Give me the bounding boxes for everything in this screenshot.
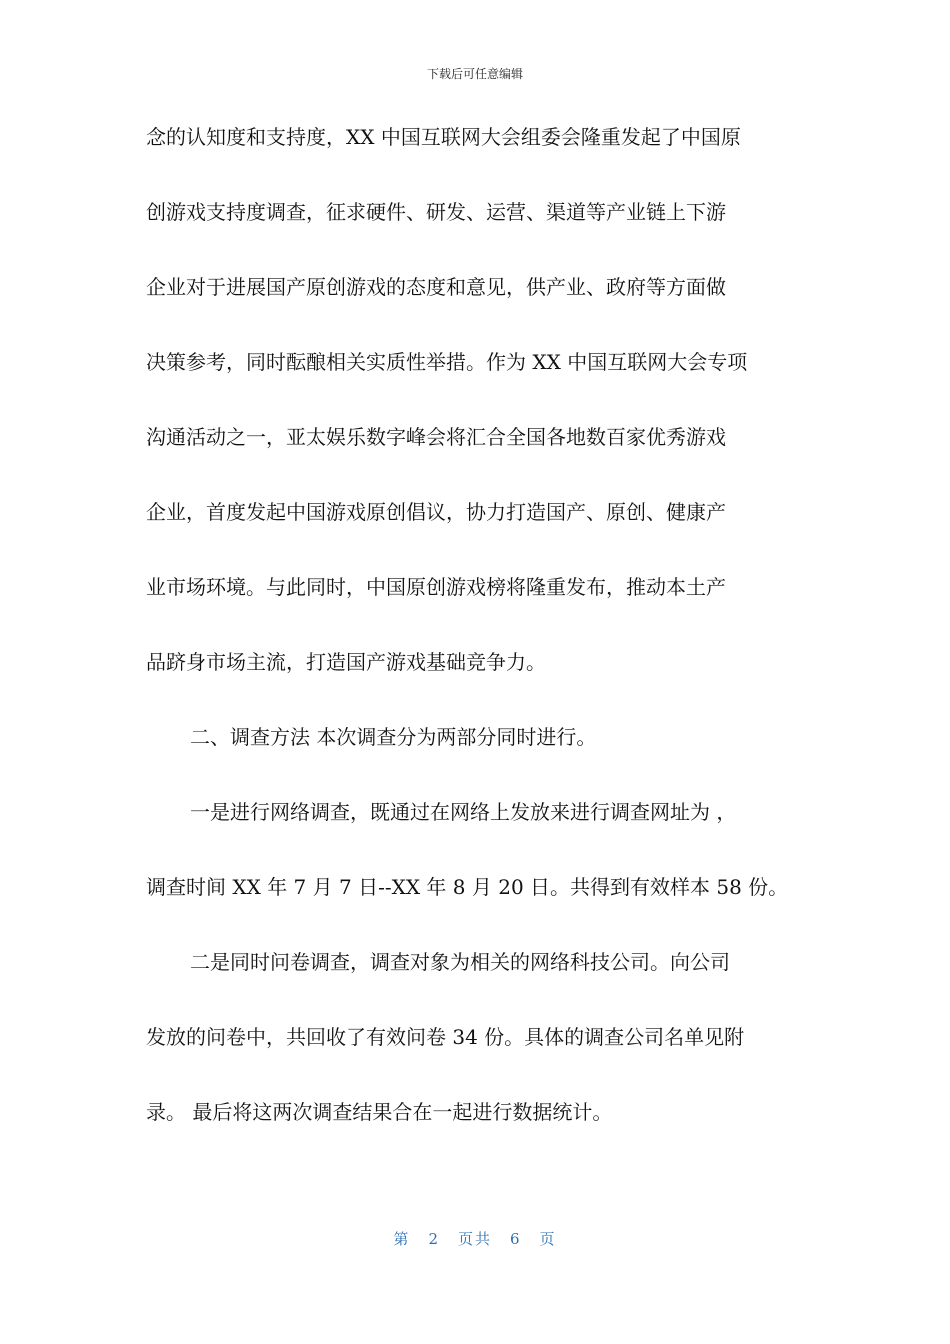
body-line: 创游戏支持度调查，征求硬件、研发、运营、渠道等产业链上下游	[146, 200, 726, 224]
section-heading-line: 二、调查方法 本次调查分为两部分同时进行。	[190, 725, 597, 749]
page-footer	[0, 1229, 950, 1249]
paragraph-start-line: 二是同时问卷调查，调查对象为相关的网络科技公司。向公司	[190, 950, 730, 974]
header-note: 下载后可任意编辑	[426, 67, 523, 81]
body-line: 录。 最后将这两次调查结果合在一起进行数据统计。	[146, 1100, 613, 1124]
body-line: 业市场环境。与此同时，中国原创游戏榜将隆重发布，推动本土产	[146, 575, 726, 599]
body-line: 企业对于进展国产原创游戏的态度和意见，供产业、政府等方面做	[146, 275, 726, 299]
body-line: 企业，首度发起中国游戏原创倡议，协力打造国产、原创、健康产	[146, 500, 726, 524]
body-line: 发放的问卷中，共回收了有效问卷 34 份。具体的调查公司名单见附	[146, 1025, 745, 1049]
body-line: 决策参考，同时酝酿相关实质性举措。作为 XX 中国互联网大会专项	[146, 350, 748, 374]
page-header	[0, 66, 950, 82]
body-line: 调查时间 XX 年 7 月 7 日--XX 年 8 月 20 日。共得到有效样本 58 份。	[146, 875, 789, 899]
body-line: 品跻身市场主流，打造国产游戏基础竞争力。	[146, 650, 546, 674]
body-line: 念的认知度和支持度，XX 中国互联网大会组委会隆重发起了中国原	[146, 125, 741, 149]
paragraph-start-line: 一是进行网络调查，既通过在网络上发放来进行调查网址为 ，	[190, 800, 737, 824]
document-body	[146, 122, 806, 1172]
footer-label-end: 页	[539, 1230, 557, 1248]
footer-current-page: 2	[428, 1230, 440, 1248]
body-line: 沟通活动之一，亚太娱乐数字峰会将汇合全国各地数百家优秀游戏	[146, 425, 726, 449]
footer-label-page-of: 页共	[457, 1230, 492, 1248]
footer-label-page: 第	[393, 1230, 411, 1248]
footer-total-pages: 6	[510, 1230, 522, 1248]
